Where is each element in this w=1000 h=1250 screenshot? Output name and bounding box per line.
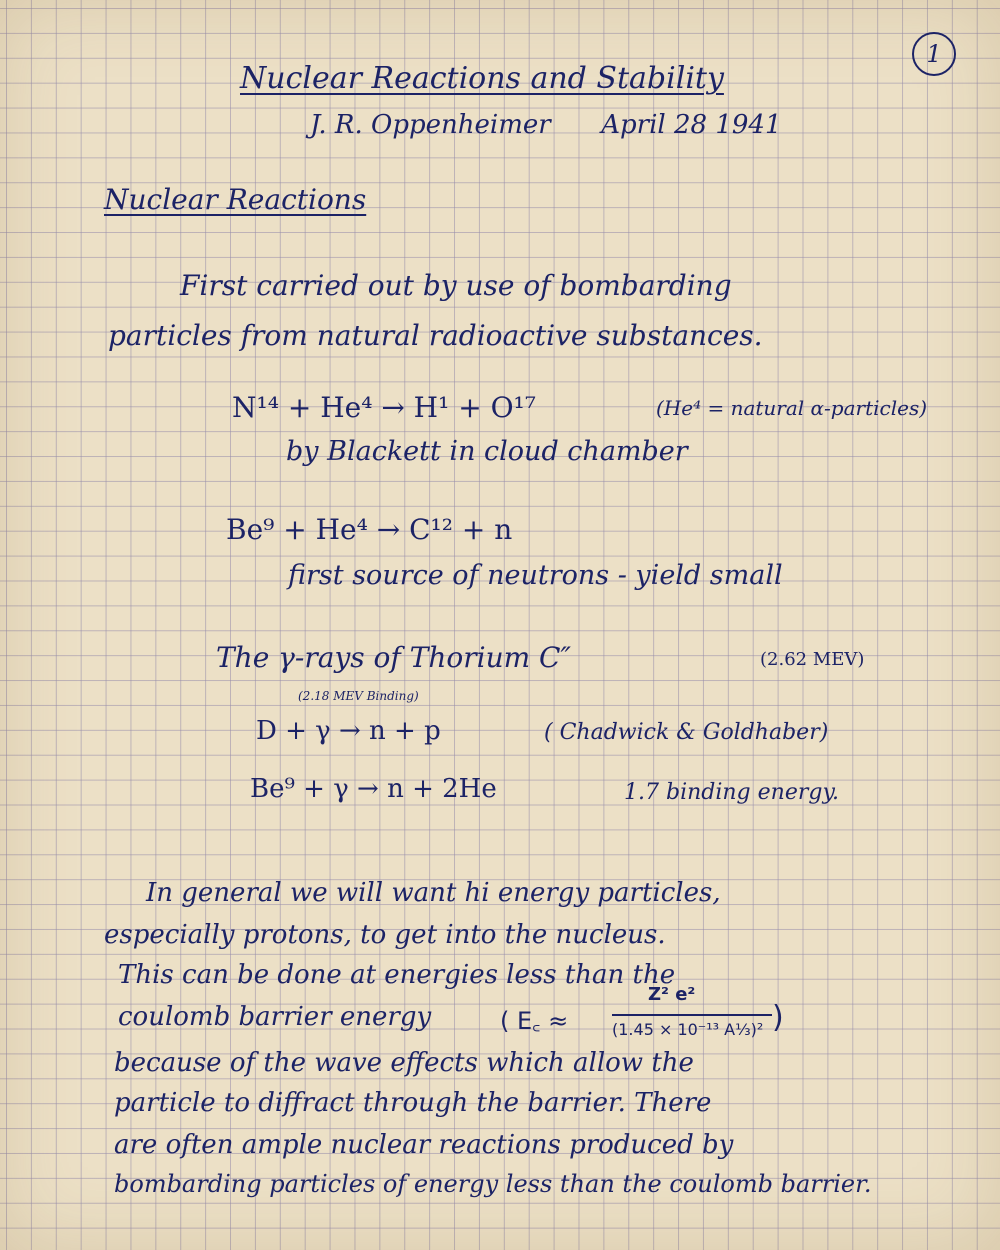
reaction-3-superscript-note: (2.18 MEV Binding)	[298, 689, 419, 703]
gamma-ray-line: The γ-rays of Thorium C″	[216, 641, 571, 674]
author: J. R. Oppenheimer	[310, 110, 551, 140]
gamma-energy: (2.62 MEV)	[760, 649, 865, 670]
paragraph-line-5: because of the wave effects which allow the	[114, 1048, 694, 1078]
formula-lhs: ( E꜀ ≈	[500, 1007, 569, 1035]
reaction-3-note: ( Chadwick & Goldhaber)	[544, 720, 829, 745]
reaction-2-equation: Be⁹ + He⁴ → C¹² + n	[226, 513, 513, 546]
page-title: Nuclear Reactions and Stability	[240, 61, 724, 96]
formula-fraction-bar	[612, 1014, 772, 1016]
paragraph-line-2: especially protons, to get into the nucleus.	[104, 920, 666, 950]
formula-close: )	[772, 1000, 784, 1035]
reaction-4-note: 1.7 binding energy.	[624, 780, 839, 805]
formula-denominator: (1.45 × 10⁻¹³ A⅓)²	[612, 1020, 764, 1039]
paragraph-line-1: In general we will want hi energy particles,	[146, 878, 721, 908]
page-number: 1	[912, 32, 956, 76]
reaction-1-comment: by Blackett in cloud chamber	[286, 436, 688, 467]
coulomb-formula	[500, 982, 790, 1052]
reaction-1-equation: N¹⁴ + He⁴ → H¹ + O¹⁷	[232, 391, 536, 424]
reaction-1-note: (He⁴ = natural α-particles)	[656, 396, 928, 420]
date: April 28 1941	[601, 110, 782, 140]
paragraph-line-6: particle to diffract through the barrier. There	[114, 1088, 712, 1118]
reaction-4-equation: Be⁹ + γ → n + 2He	[250, 774, 497, 804]
section-heading: Nuclear Reactions	[104, 183, 367, 216]
paragraph-line-7: are often ample nuclear reactions produced by	[114, 1130, 734, 1160]
intro-line-2: particles from natural radioactive substances.	[108, 319, 763, 352]
reaction-2-comment: first source of neutrons - yield small	[288, 560, 783, 591]
formula-numerator: Z² e²	[648, 984, 696, 1005]
paragraph-line-8: bombarding particles of energy less than the coulomb barrier.	[114, 1170, 872, 1198]
paragraph-line-3: This can be done at energies less than the	[118, 960, 676, 990]
paragraph-line-4: coulomb barrier energy	[118, 1002, 432, 1032]
intro-line-1: First carried out by use of bombarding	[180, 269, 732, 302]
reaction-3-equation: D + γ → n + p	[256, 716, 441, 746]
byline	[310, 112, 782, 138]
